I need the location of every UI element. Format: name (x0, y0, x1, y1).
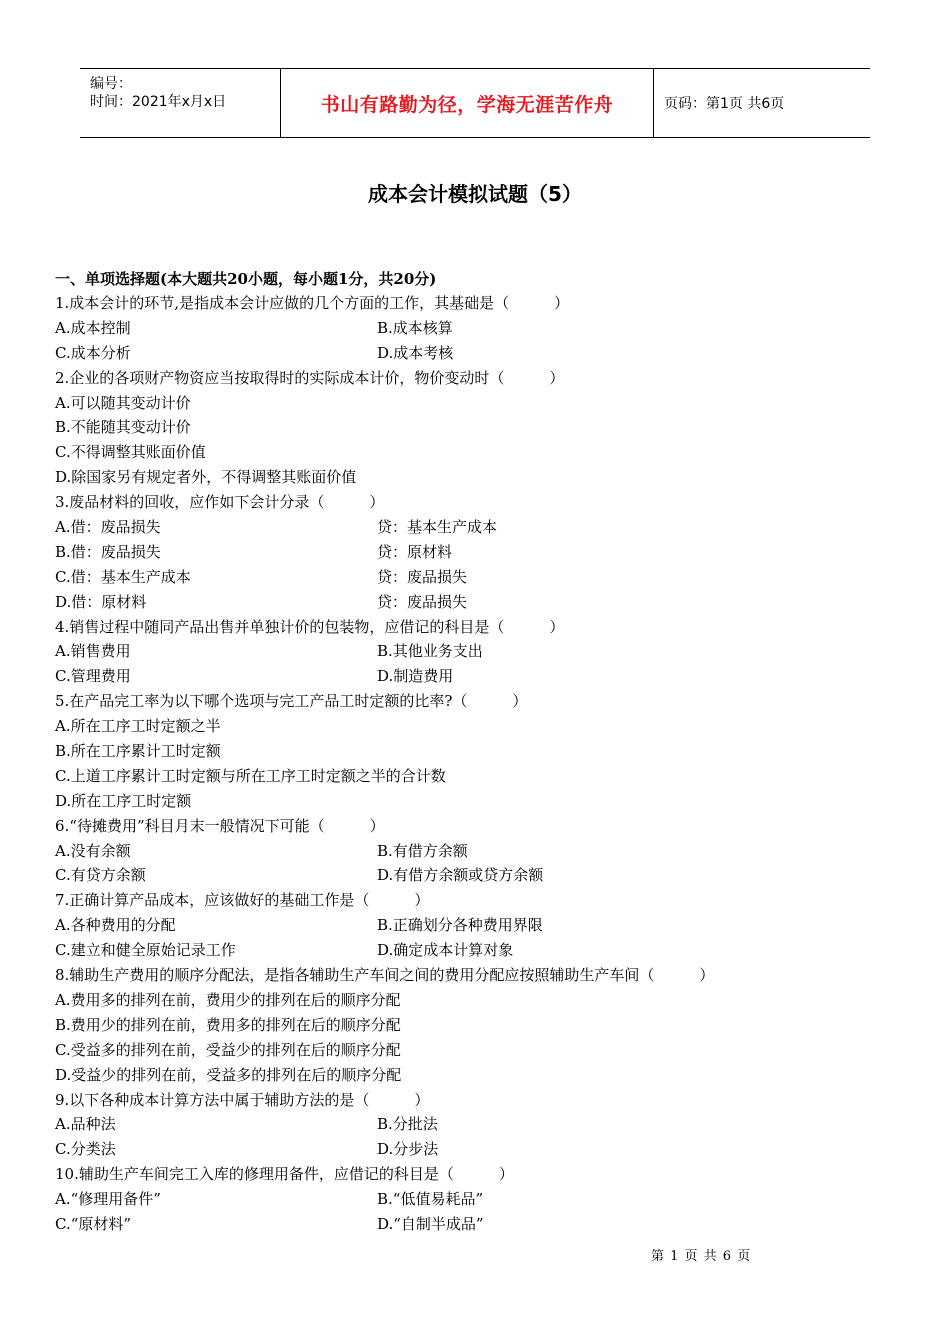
line-text-right: B.有借方余额 (377, 841, 468, 860)
line-text-left: A.没有余额 (55, 841, 131, 860)
line-text-left: A.所在工序工时定额之半 (55, 717, 221, 736)
text-line (55, 938, 895, 963)
line-text-left: A.品种法 (55, 1115, 116, 1134)
text-line (55, 316, 895, 341)
line-text-left: C.借：基本生产成本 (55, 567, 191, 586)
page-header (80, 68, 870, 138)
text-line (55, 1162, 895, 1187)
line-text-left: 3.废品材料的回收，应作如下会计分录（ ） (55, 493, 385, 512)
line-text-left: 8.辅助生产费用的顺序分配法，是指各辅助生产车间之间的费用分配应按照辅助生产车间（ ） (55, 966, 715, 985)
text-line (55, 963, 895, 988)
line-text-left: C.不得调整其账面价值 (55, 443, 206, 462)
line-text-left: A.各种费用的分配 (55, 916, 176, 935)
text-line (55, 615, 895, 640)
line-text-left: C.建立和健全原始记录工作 (55, 941, 236, 960)
text-line (55, 789, 895, 814)
text-line (55, 1212, 895, 1237)
line-text-left: A.成本控制 (55, 318, 131, 337)
line-text-right: 贷：废品损失 (377, 567, 468, 586)
line-text-left: 6.“待摊费用”科目月末一般情况下可能（ ） (55, 816, 385, 835)
line-text-right: D.成本考核 (377, 343, 454, 362)
line-text-left: 9.以下各种成本计算方法中属于辅助方法的是（ ） (55, 1090, 430, 1109)
number-label: 编号： (90, 76, 132, 92)
line-text-left: 4.销售过程中随同产品出售并单独计价的包装物，应借记的科目是（ ） (55, 617, 565, 636)
text-line (55, 739, 895, 764)
line-text-left: D.受益少的排列在前，受益多的排列在后的顺序分配 (55, 1065, 402, 1084)
line-text-right: D.“自制半成品” (377, 1214, 484, 1233)
line-text-left: C.受益多的排列在前，受益少的排列在后的顺序分配 (55, 1040, 401, 1059)
line-text-left: D.除国家另有规定者外，不得调整其账面价值 (55, 468, 357, 487)
line-text-left: A.借：废品损失 (55, 518, 161, 537)
text-line (55, 689, 895, 714)
line-text-right: B.其他业务支出 (377, 642, 483, 661)
line-text-left: C.上道工序累计工时定额与所在工序工时定额之半的合计数 (55, 766, 446, 785)
line-text-left: C.有贷方余额 (55, 866, 146, 885)
line-text-left: B.所在工序累计工时定额 (55, 742, 221, 761)
text-line (55, 291, 895, 316)
text-line (55, 863, 895, 888)
header-motto-cell (281, 69, 654, 137)
text-line (55, 814, 895, 839)
section-title: 一、单项选择题(本大题共20小题，每小题1分，共20分) (55, 270, 437, 288)
text-line (55, 714, 895, 739)
text-line (55, 391, 895, 416)
line-text-right: D.制造费用 (377, 667, 454, 686)
text-line (55, 366, 895, 391)
document-title: 成本会计模拟试题（5） (368, 182, 582, 206)
text-line (55, 888, 895, 913)
line-text-left: D.所在工序工时定额 (55, 791, 192, 810)
text-line (55, 440, 895, 465)
line-text-left: 1.成本会计的环节,是指成本会计应做的几个方面的工作，其基础是（ ） (55, 294, 570, 312)
line-text-right: 贷：原材料 (377, 542, 453, 561)
line-text-left: D.借：原材料 (55, 592, 147, 611)
line-text-left: B.费用少的排列在前，费用多的排列在后的顺序分配 (55, 1015, 401, 1034)
line-text-left: C.分类法 (55, 1140, 116, 1159)
line-text-left: A.“修理用备件” (55, 1190, 161, 1209)
text-line (55, 590, 895, 615)
text-line (55, 490, 895, 515)
text-line (55, 1137, 895, 1162)
line-text-right: D.分步法 (377, 1140, 439, 1159)
text-line (55, 515, 895, 540)
text-line (55, 415, 895, 440)
line-text-right: B.“低值易耗品” (377, 1190, 484, 1209)
line-text-left: B.不能随其变动计价 (55, 418, 191, 437)
text-line (55, 1063, 895, 1088)
text-line (55, 565, 895, 590)
line-text-left: C.成本分析 (55, 343, 131, 362)
text-line (55, 639, 895, 664)
header-page-info: 页码：第1页 共6页 (664, 96, 785, 112)
text-line (55, 465, 895, 490)
line-text-right: B.分批法 (377, 1115, 438, 1134)
line-text-left: A.销售费用 (55, 642, 131, 661)
line-text-left: A.可以随其变动计价 (55, 393, 191, 412)
text-line (55, 988, 895, 1013)
line-text-left: 5.在产品完工率为以下哪个选项与完工产品工时定额的比率?（ ） (55, 692, 528, 711)
text-line (55, 1088, 895, 1113)
line-text-right: 贷：废品损失 (377, 592, 468, 611)
text-line (55, 1038, 895, 1063)
text-line (55, 540, 895, 565)
line-text-left: C.管理费用 (55, 667, 131, 686)
line-text-right: 贷：基本生产成本 (377, 518, 498, 537)
text-line (55, 764, 895, 789)
text-line (55, 664, 895, 689)
text-line (55, 1112, 895, 1137)
line-text-left: C.“原材料” (55, 1214, 132, 1233)
line-text-right: D.有借方余额或贷方余额 (377, 866, 544, 885)
text-line (55, 839, 895, 864)
text-line (55, 913, 895, 938)
line-text-right: B.正确划分各种费用界限 (377, 916, 543, 935)
line-text-left: A.费用多的排列在前，费用少的排列在后的顺序分配 (55, 990, 401, 1009)
motto: 书山有路勤为径，学海无涯苦作舟 (320, 93, 614, 116)
line-text-right: D.确定成本计算对象 (377, 941, 514, 960)
line-text-left: 10.辅助生产车间完工入库的修理用备件，应借记的科目是（ ） (55, 1165, 514, 1184)
line-text-left: 2.企业的各项财产物资应当按取得时的实际成本计价，物价变动时（ ） (55, 368, 565, 387)
text-line (55, 1013, 895, 1038)
header-left-cell (80, 69, 281, 137)
text-line (55, 341, 895, 366)
question-body (55, 291, 895, 1237)
text-line (55, 1187, 895, 1212)
time-label: 时间：2021年x月x日 (90, 94, 227, 110)
line-text-right: B.成本核算 (377, 318, 453, 337)
line-text-left: 7.正确计算产品成本，应该做好的基础工作是（ ） (55, 891, 430, 910)
line-text-left: B.借：废品损失 (55, 542, 161, 561)
page-footer: 第 1 页 共 6 页 (651, 1249, 752, 1264)
